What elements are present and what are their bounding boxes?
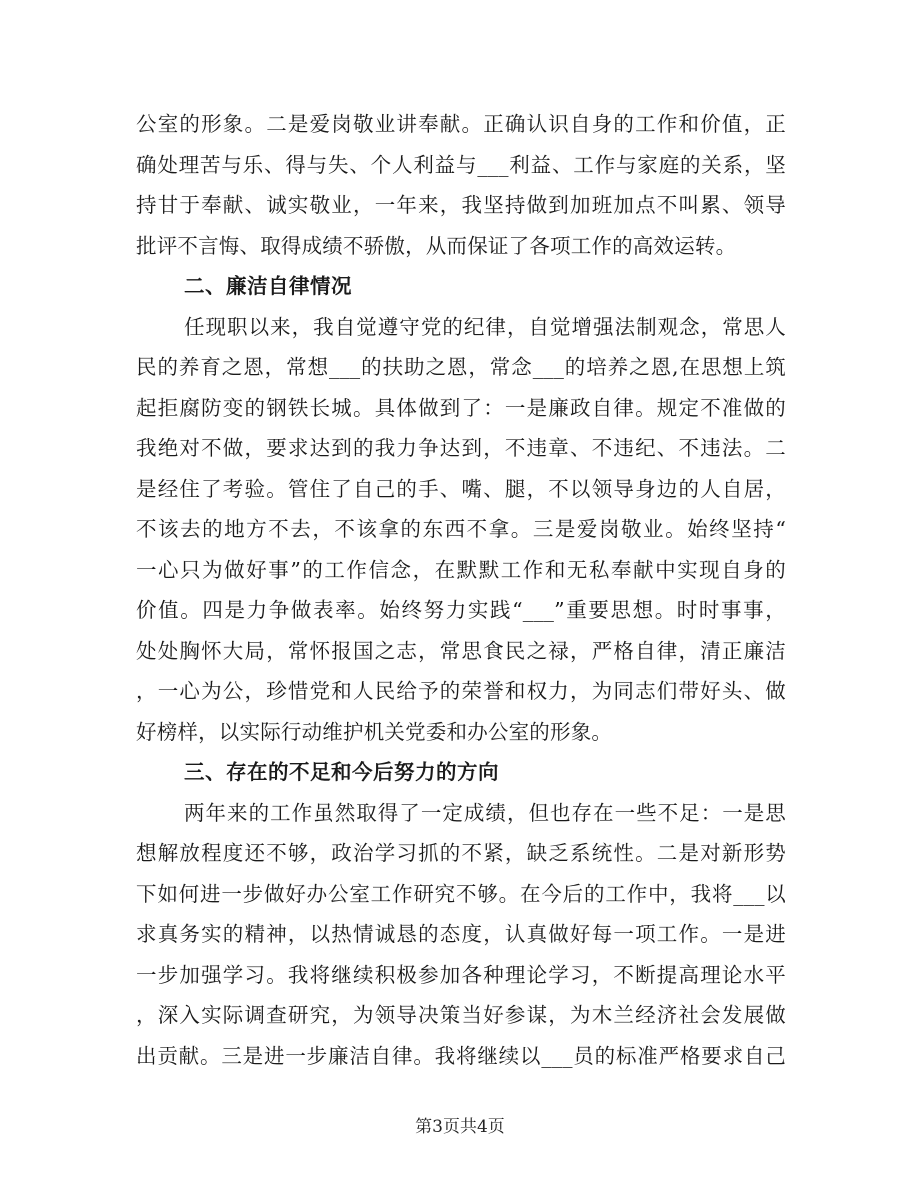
- paragraph-line: 确处理苦与乐、得与失、个人利益与___利益、工作与家庭的关系，坚: [136, 152, 786, 177]
- paragraph-line: 公室的形象。二是爱岗敬业讲奉献。正确认识自身的工作和价值，正: [136, 112, 786, 136]
- paragraph-line: 民的养育之恩，常想___的扶助之恩，常念___的培养之恩,在思想上筑: [136, 355, 786, 379]
- paragraph-line: 价值。四是力争做表率。始终努力实践“___”重要思想。时时事事，: [136, 598, 786, 622]
- paragraph-line: 一步加强学习。我将继续积极参加各种理论学习，不断提高理论水平: [136, 962, 786, 987]
- document-body: [136, 104, 786, 1076]
- paragraph-line: 下如何进一步做好办公室工作研究不够。在今后的工作中，我将___以: [136, 881, 786, 906]
- page-number-footer: 第3页共4页: [415, 1117, 505, 1137]
- paragraph-line: 不该去的地方不去，不该拿的东西不拿。三是爱岗敬业。始终坚持“: [136, 517, 786, 541]
- paragraph-line: 出贡献。三是进一步廉洁自律。我将继续以___员的标准严格要求自己: [136, 1043, 786, 1068]
- paragraph-line: 批评不言悔、取得成绩不骄傲，从而保证了各项工作的高效运转。: [136, 233, 737, 258]
- paragraph-line: ，一心为公，珍惜党和人民给予的荣誉和权力，为同志们带好头、做: [136, 679, 786, 703]
- paragraph-line: 两年来的工作虽然取得了一定成绩，但也存在一些不足：一是思: [184, 800, 786, 825]
- paragraph-line: ，深入实际调查研究，为领导决策当好参谋，为木兰经济社会发展做: [136, 1003, 786, 1027]
- paragraph-line: 想解放程度还不够，政治学习抓的不紧，缺乏系统性。二是对新形势: [136, 841, 786, 865]
- paragraph-line: 持甘于奉献、诚实敬业，一年来，我坚持做到加班加点不叫累、领导: [136, 193, 786, 217]
- section-heading-integrity: 二、廉洁自律情况: [184, 274, 352, 298]
- paragraph-line: 任现职以来，我自觉遵守党的纪律，自觉增强法制观念，常思人: [184, 314, 786, 339]
- paragraph-line: 一心只为做好事”的工作信念，在默默工作和无私奉献中实现自身的: [136, 557, 786, 582]
- paragraph-line: 我绝对不做，要求达到的我力争达到，不违章、不违纪、不违法。二: [136, 436, 786, 460]
- section-heading-shortcomings: 三、存在的不足和今后努力的方向: [184, 760, 499, 784]
- paragraph-line: 是经住了考验。管住了自己的手、嘴、腿，不以领导身边的人自居，: [136, 476, 786, 501]
- paragraph-line: 起拒腐防变的钢铁长城。具体做到了：一是廉政自律。规定不准做的: [136, 395, 786, 420]
- paragraph-line: 好榜样，以实际行动维护机关党委和办公室的形象。: [136, 719, 613, 744]
- paragraph-line: 求真务实的精神，以热情诚恳的态度，认真做好每一项工作。一是进: [136, 922, 786, 946]
- paragraph-line: 处处胸怀大局，常怀报国之志，常思食民之禄，严格自律，清正廉洁: [136, 638, 786, 663]
